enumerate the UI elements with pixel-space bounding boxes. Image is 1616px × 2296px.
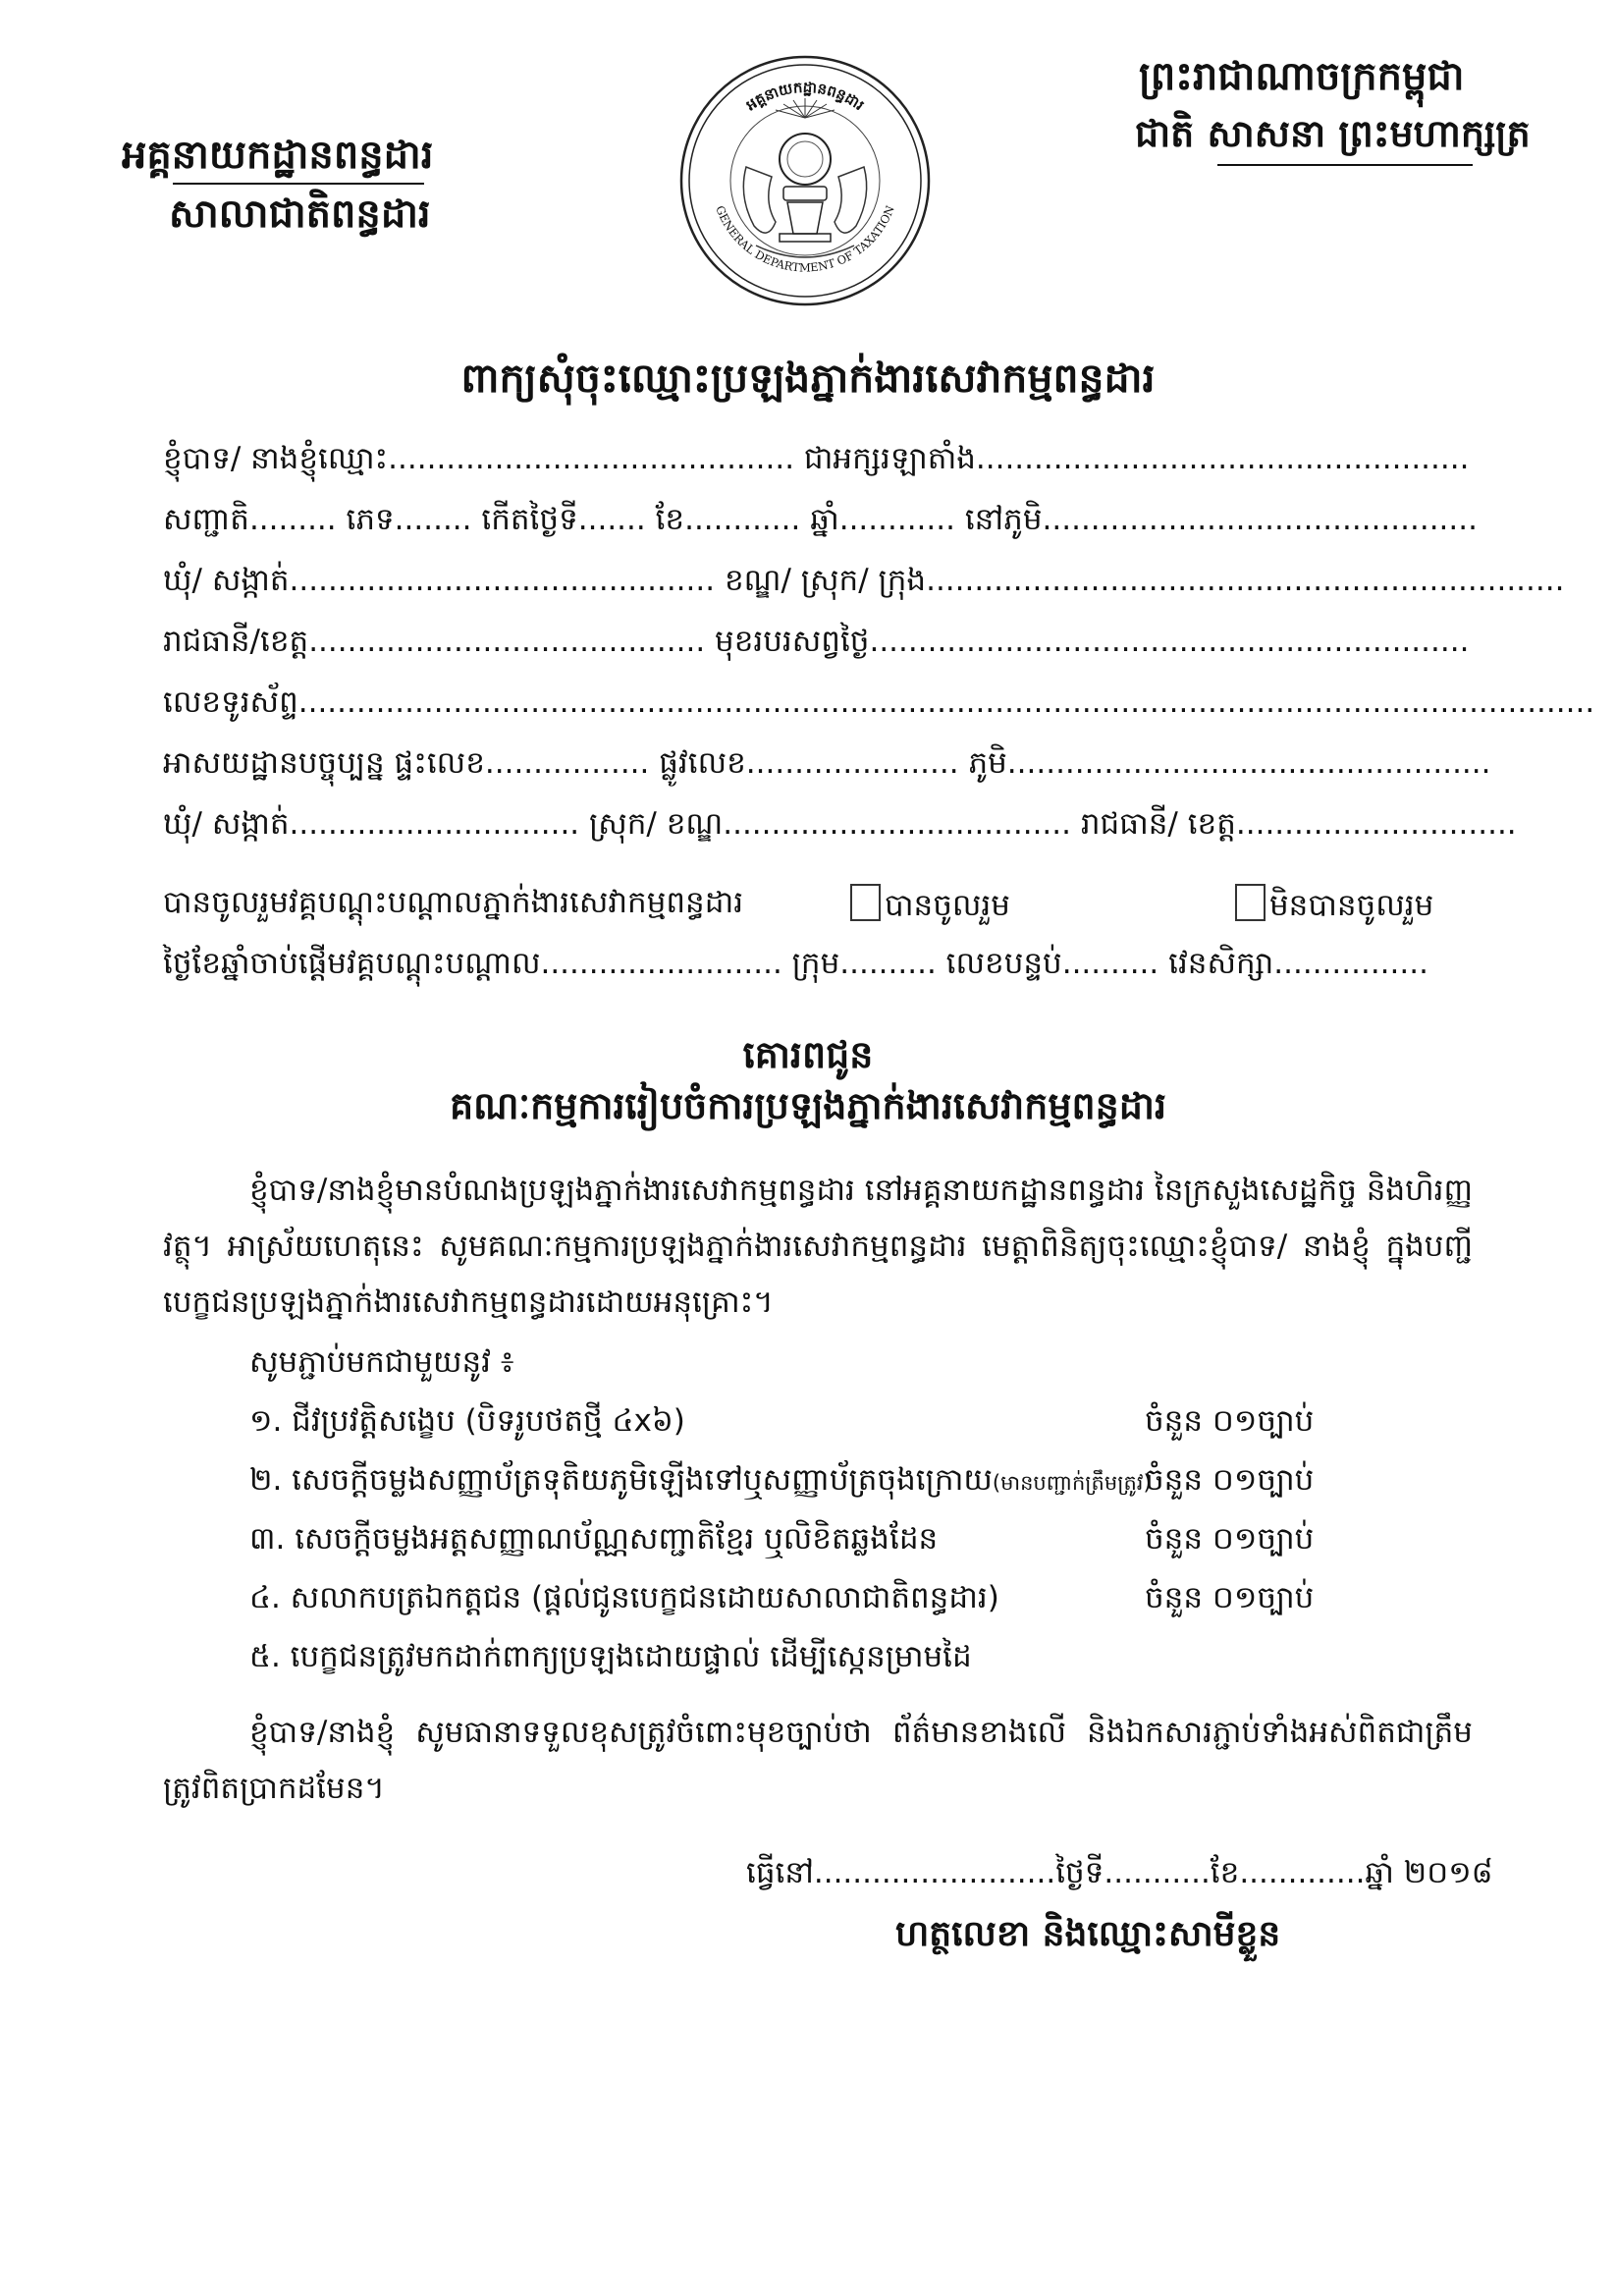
attachment-item-5: ៥. បេក្ខជនត្រូវមកដាក់ពាក្យប្រឡងដោយផ្ទាល់ ដើម្បីស្កេនម្រាមដៃ	[249, 1639, 972, 1674]
header-right-divider	[1217, 164, 1473, 166]
birth-info-line[interactable]: សញ្ជាតិ......... ភេទ........ កើតថ្ងៃទី....... ខែ............ ឆ្នាំ............ នៅភូមិ.............................................	[163, 502, 1478, 537]
not-attended-label: មិនបានចូលរួម	[1269, 888, 1434, 923]
not-attended-option[interactable]	[1235, 884, 1433, 931]
training-date-line[interactable]: ថ្ងៃខែឆ្នាំចាប់ផ្តើមវគ្គបណ្តុះបណ្តាល......................... ក្រុម.......... លេខបន្ទប់.......... វេនសិក្សា................	[163, 946, 1428, 981]
attachment-qty-4: ចំនួន ០១ច្បាប់	[1145, 1580, 1315, 1615]
address-commune-line[interactable]: ឃុំ/ សង្កាត់.............................. ស្រុក/ ខណ្ឌ.................................... រាជធានី/ ខេត្ត.............................	[163, 806, 1517, 842]
header-left-divider	[173, 183, 424, 185]
phone-line[interactable]: លេខទូរស័ព្ទ......................................................................................................................................	[163, 684, 1595, 720]
committee-name: គណៈកម្មការរៀបចំការប្រឡងភ្នាក់ងារសេវាកម្មពន្ធដារ	[449, 1083, 1167, 1127]
attachment-qty-2: ចំនួន ០១ច្បាប់	[1145, 1462, 1315, 1498]
attachment-qty-1: ចំនួន ០១ច្បាប់	[1145, 1403, 1315, 1439]
attended-option[interactable]	[850, 884, 1010, 931]
current-address-line[interactable]: អាសយដ្ឋានបច្ចុប្បន្ន ផ្ទះលេខ................. ផ្លូវលេខ...................... ភូមិ..................................................	[163, 745, 1491, 781]
attachment-item-2-note: (មានបញ្ជាក់ត្រឹមត្រូវ)	[992, 1471, 1152, 1495]
seal-top-text: អគ្គនាយកដ្ឋានពន្ធដារ	[742, 78, 868, 115]
department-name: អគ្គនាយកដ្ឋានពន្ធដារ	[122, 132, 434, 178]
signature-label: ហត្ថលេខា និងឈ្មោះសាមីខ្លួន	[895, 1913, 1281, 1954]
attachment-qty-3: ចំនួន ០១ច្បាប់	[1145, 1521, 1315, 1557]
seal-bottom-text: GENERAL DEPARTMENT OF TAXATION	[713, 203, 897, 275]
attended-label: បានចូលរួម	[885, 888, 1010, 923]
kingdom-title: ព្រះរាជាណាចក្រកម្ពុជា	[1139, 53, 1465, 99]
addressee-title: គោរពជូន	[742, 1032, 874, 1076]
attended-checkbox[interactable]	[850, 884, 881, 921]
commune-district-line[interactable]: ឃុំ/ សង្កាត់............................................ ខណ្ឌ/ ស្រុក/ ក្រុង..................................................................	[163, 563, 1565, 598]
declaration-paragraph: ខ្ញុំបាទ/នាងខ្ញុំ សូមធានាទទួលខុសត្រូវចំពោះមុខច្បាប់ថា ព័ត៌មានខាងលើ និងឯកសារភ្ជាប់ទាំងអស់ពិតជាត្រឹមត្រូវពិតប្រាកដមែន។	[163, 1715, 1473, 1806]
place-date-line[interactable]: ធ្វើនៅ.........................ថ្ងៃទី...........ខែ.............ឆ្នាំ ២០១៨	[746, 1855, 1493, 1890]
national-motto: ជាតិ សាសនា ព្រះមហាក្សត្រ	[1135, 111, 1531, 155]
attachment-item-1: ១. ជីវប្រវត្តិសង្ខេប (បិទរូបថតថ្មី ៤x៦)	[249, 1403, 685, 1439]
attachment-item-2	[249, 1461, 1152, 1505]
name-field-line[interactable]: ខ្ញុំបាទ/ នាងខ្ញុំឈ្មោះ.......................................... ជាអក្សរឡាតាំង...................................................	[163, 441, 1470, 476]
not-attended-checkbox[interactable]	[1235, 884, 1266, 921]
attachment-item-2-text: ២. សេចក្តីចម្លងសញ្ញាប័ត្រទុតិយភូមិឡើងទៅឬសញ្ញាប័ត្រចុងក្រោយ	[249, 1462, 993, 1498]
training-question: បានចូលរួមវគ្គបណ្តុះបណ្តាលភ្នាក់ងារសេវាកម្មពន្ធដារ	[163, 885, 744, 920]
request-paragraph: ខ្ញុំបាទ/នាងខ្ញុំមានបំណងប្រឡងភ្នាក់ងារសេវាកម្មពន្ធដារ នៅអគ្គនាយកដ្ឋានពន្ធដារ នៃក្រសួងសេដ្ឋកិច្ច និងហិរញ្ញវត្ថុ។ អាស្រ័យហេតុនេះ សូមគណៈកម្មការប្រឡងភ្នាក់ងារសេវាកម្មពន្ធដារ មេត្តាពិនិត្យចុះឈ្មោះខ្ញុំបាទ/ នាងខ្ញុំ ក្នុងបញ្ជីបេក្ខជនប្រឡងភ្នាក់ងារសេវាកម្មពន្ធដារដោយអនុគ្រោះ។	[163, 1173, 1473, 1320]
svg-text:GENERAL DEPARTMENT OF TAXATION	[713, 203, 897, 274]
attachment-item-3: ៣. សេចក្តីចម្លងអត្តសញ្ញាណប័ណ្ណសញ្ជាតិខ្មែរ ឬលិខិតឆ្លងដែន	[249, 1521, 939, 1557]
attachments-intro: សូមភ្ជាប់មកជាមួយនូវ ៖	[249, 1344, 514, 1380]
form-title: ពាក្យសុំចុះឈ្មោះប្រឡងភ្នាក់ងារសេវាកម្មពន្ធដារ	[460, 355, 1156, 402]
seal-emblem-icon	[677, 49, 933, 312]
province-occupation-line[interactable]: រាជធានី/ខេត្ត......................................... មុខរបរសព្វថ្ងៃ..............................................................	[163, 624, 1470, 659]
attachment-item-4: ៤. សលាកបត្រឯកត្តជន (ផ្តល់ជូនបេក្ខជនដោយសាលាជាតិពន្ធដារ)	[249, 1580, 999, 1615]
school-name: សាលាជាតិពន្ធដារ	[169, 191, 431, 237]
